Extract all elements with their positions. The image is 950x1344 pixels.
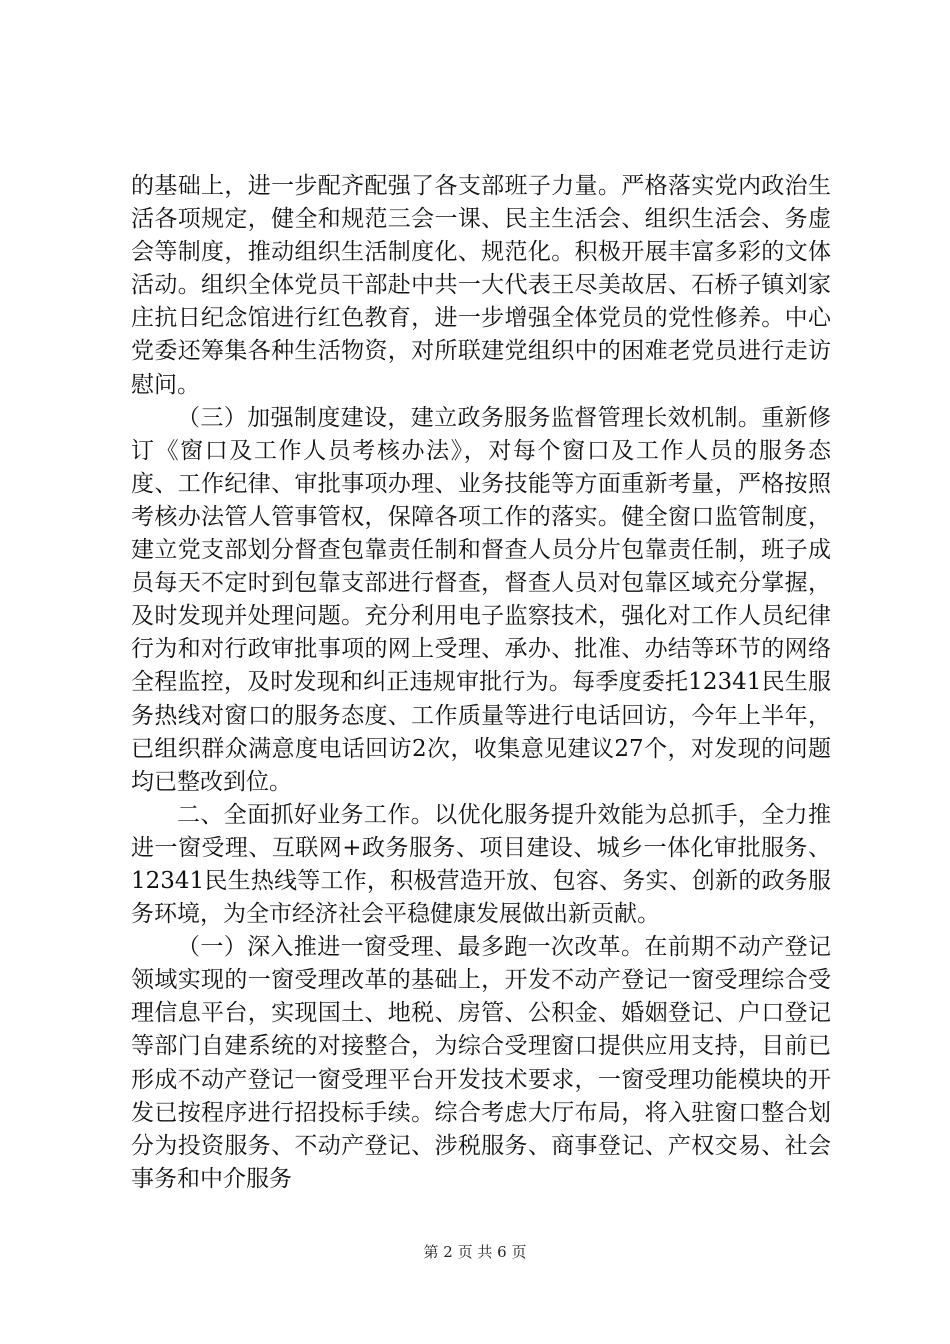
document-body bbox=[131, 170, 831, 1196]
paragraph-1: 的基础上，进一步配齐配强了各支部班子力量。严格落实党内政治生活各项规定，健全和规范三会一课、民主生活会、组织生活会、务虚会等制度，推动组织生活制度化、规范化。积极开展丰富多彩的文体活动。组织全体党员干部赴中共一大代表王尽美故居、石桥子镇刘家庄抗日纪念馆进行红色教育，进一步增强全体党员的党性修养。中心党委还筹集各种生活物资，对所联建党组织中的困难老党员进行走访慰问。 bbox=[131, 173, 831, 398]
page-number-footer: 第 2 页 共 6 页 bbox=[423, 1243, 527, 1261]
paragraph-3: 二、全面抓好业务工作。以优化服务提升效能为总抓手，全力推进一窗受理、互联网+政务服务、项目建设、城乡一体化审批服务、12341民生热线等工作，积极营造开放、包容、务实、创新的政务服务环境，为全市经济社会平稳健康发展做出新贡献。 bbox=[131, 801, 831, 928]
paragraph-4: （一）深入推进一窗受理、最多跑一次改革。在前期不动产登记领域实现的一窗受理改革的基础上，开发不动产登记一窗受理综合受理信息平台，实现国土、地税、房管、公积金、婚姻登记、户口登记等部门自建系统的对接整合，为综合受理窗口提供应用支持，目前已形成不动产登记一窗受理平台开发技术要求，一窗受理功能模块的开发已按程序进行招投标手续。综合考虑大厅布局，将入驻窗口整合划分为投资服务、不动产登记、涉税服务、商事登记、产权交易、社会事务和中介服务 bbox=[131, 934, 831, 1192]
paragraph-2: （三）加强制度建设，建立政务服务监督管理长效机制。重新修订《窗口及工作人员考核办法》，对每个窗口及工作人员的服务态度、工作纪律、审批事项办理、业务技能等方面重新考量，严格按照考核办法管人管事管权，保障各项工作的落实。健全窗口监管制度，建立党支部划分督查包靠责任制和督查人员分片包靠责任制，班子成员每天不定时到包靠支部进行督查，督查人员对包靠区域充分掌握，及时发现并处理问题。充分利用电子监察技术，强化对工作人员纪律行为和对行政审批事项的网上受理、承办、批准、办结等环节的网络全程监控，及时发现和纠正违规审批行为。每季度委托12341民生服务热线对窗口的服务态度、工作质量等进行电话回访，今年上半年，已组织群众满意度电话回访2次，收集意见建议27个，对发现的问题均已整改到位。 bbox=[131, 404, 831, 795]
